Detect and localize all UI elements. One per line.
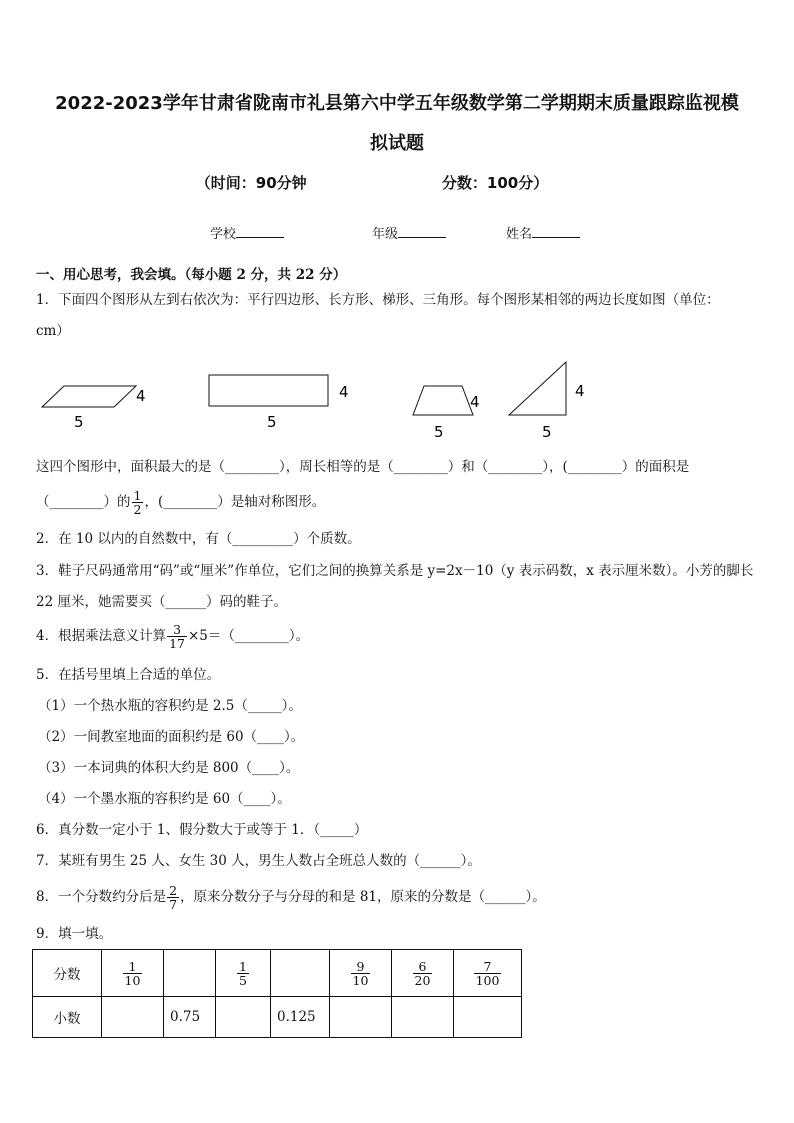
fraction-2-7: $\frac{2}{7}$ <box>169 883 178 912</box>
q5-heading: 5．在括号里填上合适的单位。 <box>36 667 221 683</box>
fraction-cell[interactable]: $\frac{9}{10}$ <box>330 950 392 997</box>
grade-field[interactable]: 年级 <box>372 223 446 242</box>
trapezoid-side-label: 4 <box>470 393 480 411</box>
name-field[interactable]: 姓名 <box>506 223 580 242</box>
fraction-half: $\frac{1}{2}$ <box>133 488 142 517</box>
q1-line4: （________）的 $\frac{1}{2}$ ，(________）是轴对称图形。 <box>36 488 326 517</box>
parallelogram-shape <box>42 386 136 407</box>
score-label: 分数：100分） <box>441 174 549 192</box>
triangle-base-label: 5 <box>542 423 552 441</box>
page-title: 2022-2023学年甘肃省陇南市礼县第六中学五年级数学第二学期期末质量跟踪监视模 <box>55 93 739 114</box>
q1-figures <box>30 355 610 450</box>
decimal-cell[interactable] <box>102 997 164 1038</box>
section-heading: 一、用心思考，我会填。（每小题 2 分，共 22 分） <box>36 267 347 283</box>
school-field[interactable]: 学校 <box>210 223 284 242</box>
q1-line2: cm） <box>36 323 70 339</box>
q7-text: 7．某班有男生 25 人、女生 30 人，男生人数占全班总人数的（______）。 <box>36 853 481 869</box>
trapezoid-base-label: 5 <box>434 423 444 441</box>
q8-text: 8．一个分数约分后是 $\frac{2}{7}$ ，原来分数分子与分母的和是 81，原来的分数是（______）。 <box>36 883 546 912</box>
fraction-cell-blank[interactable] <box>271 950 330 997</box>
q5-item-2: （2）一间教室地面的面积约是 60（____）。 <box>38 729 305 745</box>
rectangle-base-label: 5 <box>267 413 277 431</box>
table-row-fractions <box>33 950 522 997</box>
row-label-decimal: 小数 <box>33 997 102 1038</box>
q5-item-1: （1）一个热水瓶的容积约是 2.5（_____）。 <box>38 698 302 714</box>
rectangle-side-label: 4 <box>339 383 349 401</box>
time-label: （时间：90分钟 <box>195 174 307 192</box>
parallelogram-side-label: 4 <box>136 387 146 405</box>
q3-line2: 22 厘米，她需要买（______）码的鞋子。 <box>36 594 287 610</box>
decimal-cell[interactable] <box>454 997 522 1038</box>
row-label-fraction: 分数 <box>33 950 102 997</box>
fraction-cell[interactable]: $\frac{1}{10}$ <box>102 950 164 997</box>
decimal-cell[interactable] <box>216 997 271 1038</box>
q5-item-4: （4）一个墨水瓶的容积约是 60（____）。 <box>38 791 291 807</box>
q2-text: 2．在 10 以内的自然数中，有（_________）个质数。 <box>36 531 361 547</box>
decimal-cell[interactable]: 0.75 <box>164 997 216 1038</box>
q4-text: 4．根据乘法意义计算 $\frac{3}{17}$ ×5＝（________）。 <box>36 622 310 651</box>
trapezoid-shape <box>413 386 473 415</box>
fraction-cell-blank[interactable] <box>164 950 216 997</box>
triangle-side-label: 4 <box>575 382 585 400</box>
parallelogram-base-label: 5 <box>74 413 84 431</box>
rectangle-shape <box>209 375 328 406</box>
q3-line1: 3．鞋子尺码通常用“码”或“厘米”作单位，它们之间的换算关系是 y=2x－10（y 表示码数，x 表示厘米数）。小芳的脚长 <box>36 563 754 579</box>
table-row-decimals <box>33 997 522 1038</box>
fraction-decimal-table <box>32 949 522 1038</box>
fraction-cell[interactable]: $\frac{6}{20}$ <box>392 950 454 997</box>
q1-line1: 1．下面四个图形从左到右依次为：平行四边形、长方形、梯形、三角形。每个图形某相邻的两边长度如图（单位： <box>36 292 720 308</box>
q1-line3: 这四个图形中，面积最大的是（________），周长相等的是（________）和（________），(________）的面积是 <box>36 459 690 475</box>
q9-heading: 9．填一填。 <box>36 926 113 942</box>
exam-meta <box>0 172 794 193</box>
fraction-cell[interactable]: $\frac{7}{100}$ <box>454 950 522 997</box>
decimal-cell[interactable] <box>392 997 454 1038</box>
q6-text: 6．真分数一定小于 1、假分数大于或等于 1．（_____） <box>36 822 368 838</box>
q5-item-3: （3）一本词典的体积大约是 800（____）。 <box>38 760 300 776</box>
fraction-cell[interactable]: $\frac{1}{5}$ <box>216 950 271 997</box>
page-title-cont: 拟试题 <box>370 133 424 154</box>
triangle-shape <box>509 362 566 415</box>
decimal-cell[interactable]: 0.125 <box>271 997 330 1038</box>
decimal-cell[interactable] <box>330 997 392 1038</box>
fraction-3-17: $\frac{3}{17}$ <box>169 622 185 651</box>
